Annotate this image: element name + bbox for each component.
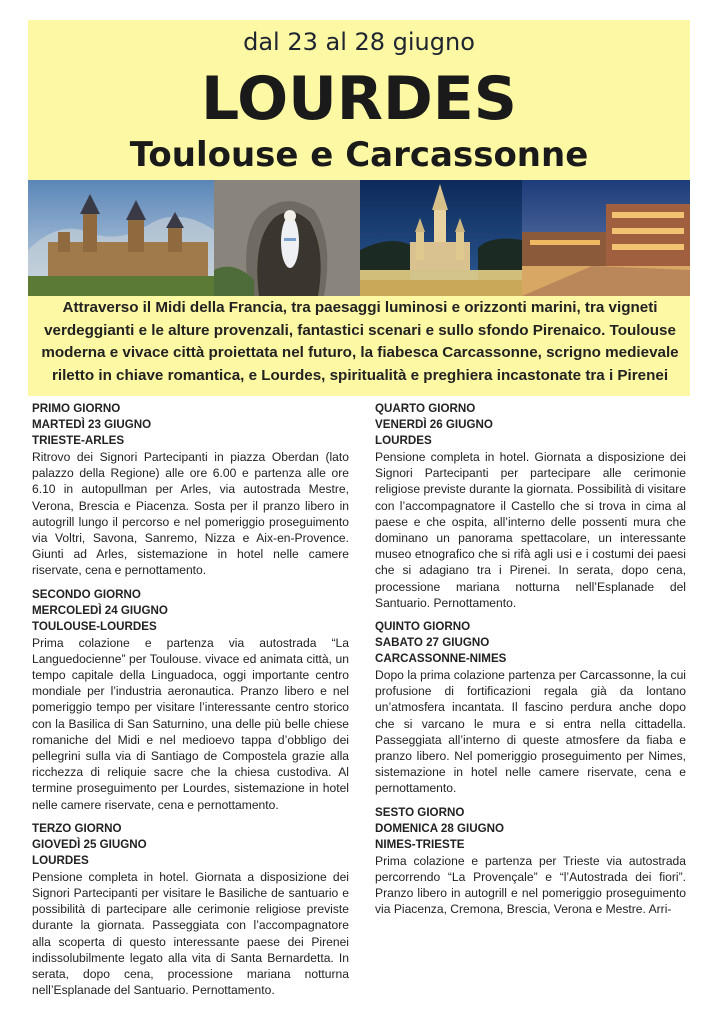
day-date: VENERDÌ 26 GIUGNO	[375, 418, 493, 431]
day-label: PRIMO GIORNO	[32, 402, 121, 415]
left-column	[32, 401, 349, 1006]
day-date: DOMENICA 28 GIUGNO	[375, 821, 505, 835]
day-text: Pensione completa in hotel. Giornata a disposizione dei Signori Partecipanti per visitare le Basiliche de santuario e possibilità di partecipare alle cerimonie religiose previste durante la giornata. Passeggiata con l’accompagnatore alla scoperta di questo interessante paese dei Pirenei indissolubilmente legato alla vita di Santa Bernardetta. In serata, dopo cena, processione mariana notturna nell’Esplanade del Santuario. Pernottamento.	[32, 869, 349, 998]
day-route: CARCASSONNE-NIMES	[375, 652, 507, 666]
day-3	[32, 821, 349, 999]
day-text: Ritrovo dei Signori Partecipanti in piazza Oberdan (lato palazzo della Regione) alle ore 6.00 e partenza alle ore 6.10 in autopullman per Arles, via autostrada Mestre, Verona, Brescia e Piacenza. Sosta per il pranzo libero in autogrill lungo il percorso e nel pomeriggio proseguimento via Voltri, Savona, Sanremo, Nizza e Aix-en-Provence. Giunti ad Arles, sistemazione in hotel nelle camere riservate, cena e pernottamento.	[32, 450, 349, 578]
right-column	[375, 401, 686, 925]
page-title: LOURDES	[200, 64, 518, 134]
day-6	[375, 805, 686, 918]
day-label: QUARTO GIORNO	[375, 402, 476, 415]
day-text: Pensione completa in hotel. Giornata a disposizione dei Signori Partecipanti per partecipare alle cerimonie religiose previste durante la giornata. Possibilità di visitare con l’accompagnatore il Castello che si trova in cima al paese e che ospita, all’interno delle possenti mura che dominano un panorama spettacolare, un interessante museo etnografico che si rifà agli usi e i costumi dei paesi che si adagiano tra i Pirenei. In serata, dopo cena, processione mariana notturna nell’Esplanade del Santuario. Pernottamento.	[375, 450, 686, 610]
photo-strip	[28, 180, 690, 296]
day-1	[32, 401, 349, 579]
intro-paragraph: Attraverso il Midi della Francia, tra paesaggi luminosi e orizzonti marini, tra vigneti verdeggianti e le alture provenzali, fantastici scenari e sullo sfondo Pirenaico. Toulouse moderna e vivace città proiettata nel futuro, la fiabesca Carcassonne, scrigno medievale riletto in chiave romantica, e Lourdes, spiritualità e preghiera incastonate tra i Pirenei	[41, 299, 679, 384]
day-route: LOURDES	[375, 434, 432, 447]
day-route: TOULOUSE-LOURDES	[32, 619, 157, 633]
day-label: SECONDO GIORNO	[32, 587, 141, 601]
day-text: Prima colazione e partenza via autostrada “La Languedocienne” per Toulouse. vivace ed animata città, un tempo capitale della Linguadoca, oggi importante centro mondiale per l’industria aeronautica. Pranzo libero e nel pomeriggio tempo per visitare l’interessante centro storico con la Basilica di San Saturnino, una delle più belle chiese romaniche del Midi e nel medioevo tappa d’obbligo dei pellegrini sulla via di Santiago de Compostela grazie alla ricchezza di reliquie sacre che la chiesa custodiva. Al termine proseguimento per Lourdes, sistemazione in hotel nelle camere riservate, cena e pernottamento.	[32, 635, 349, 812]
day-route: NIMES-TRIESTE	[375, 837, 465, 851]
day-text: Dopo la prima colazione partenza per Carcassonne, la cui profusione di fortificazioni regala già da lontano un’atmosfera incantata. Il fascino perdura anche dopo che si varcano le mura e si entra nella cittadella. Passeggiata all’interno di queste atmosfere da fiaba e pranzo libero. Nel pomeriggio proseguimento per Nimes, sistemazione in hotel nelle camere riservate, cena e pernottamento.	[375, 668, 686, 796]
day-label: SESTO GIORNO	[375, 805, 465, 819]
day-date: GIOVEDÌ 25 GIUGNO	[32, 837, 147, 851]
day-label: TERZO GIORNO	[32, 821, 122, 835]
day-text: Prima colazione e partenza per Trieste via autostrada percorrendo “La Provençale” e “l’Autostrada dei fiori”. Pranzo libero in autogrill e nel pomeriggio proseguimento via Piacenza, Cremona, Brescia, Verona e Mestre. Arri-	[375, 853, 686, 917]
day-date: MERCOLEDÌ 24 GIUGNO	[32, 603, 168, 617]
photo-lourdes-grotto	[214, 180, 360, 296]
photo-toulouse-capitole	[522, 180, 690, 296]
trip-dates: dal 23 al 28 giugno	[243, 28, 475, 56]
day-route: LOURDES	[32, 853, 89, 867]
photo-lourdes-basilica-night	[360, 180, 522, 296]
page-subtitle: Toulouse e Carcassonne	[129, 135, 589, 175]
day-2	[32, 587, 349, 813]
day-date: MARTEDÌ 23 GIUGNO	[32, 418, 152, 431]
day-5	[375, 619, 686, 797]
day-label: QUINTO GIORNO	[375, 620, 471, 634]
day-date: SABATO 27 GIUGNO	[375, 636, 490, 650]
photo-carcassonne-fortress	[28, 180, 214, 296]
day-route: TRIESTE-ARLES	[32, 434, 125, 447]
day-4	[375, 401, 686, 611]
